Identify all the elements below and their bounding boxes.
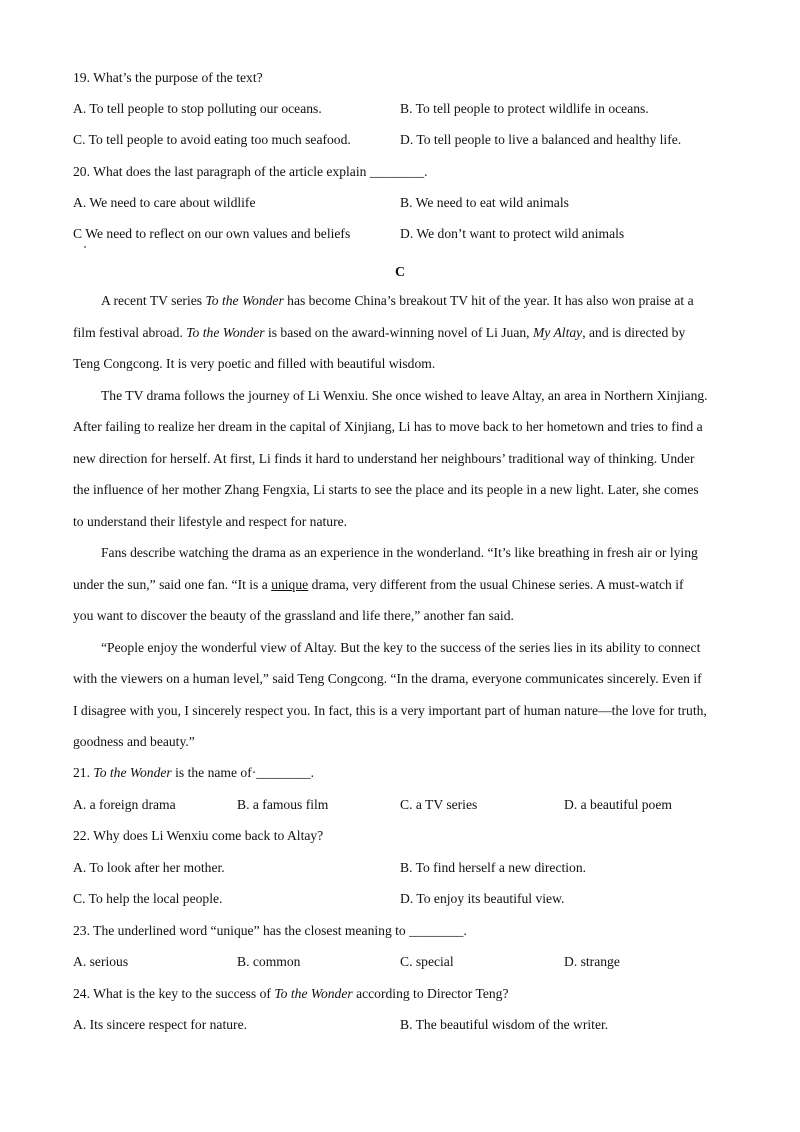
q20-option-d: D. We don’t want to protect wild animals — [400, 226, 625, 241]
q21-stem — [73, 765, 314, 781]
q19-option-d: D. To tell people to live a balanced and healthy life. — [400, 132, 682, 147]
passage-p2-line1: The TV drama follows the journey of Li Wenxiu. She once wished to leave Altay, an area in Northern Xinjiang. — [101, 388, 708, 403]
text: drama, very different from the usual Chinese series. A must-watch if — [308, 577, 684, 592]
q22-option-a: A. To look after her mother. — [73, 860, 225, 875]
q22-option-c: C. To help the local people. — [73, 891, 223, 906]
q19-option-b: B. To tell people to protect wildlife in oceans. — [400, 101, 649, 116]
passage-p2-line3: new direction for herself. At first, Li finds it hard to understand her neighbours’ traditional way of thinking. Under — [73, 451, 695, 466]
q24-option-a: A. Its sincere respect for nature. — [73, 1017, 247, 1032]
series-title: To the Wonder — [274, 986, 353, 1001]
passage-p1-line2 — [73, 325, 685, 341]
passage-p2-line4: the influence of her mother Zhang Fengxia, Li starts to see the place and its people in a new light. Later, she comes — [73, 482, 699, 497]
q20-stem: 20. What does the last paragraph of the article explain ________. — [73, 164, 428, 179]
q20-option-c: C We need to reflect on our own values and beliefs — [73, 226, 351, 241]
series-title: To the Wonder — [205, 293, 284, 308]
text: , and is directed by — [582, 325, 686, 340]
passage-p2-line2: After failing to realize her dream in the capital of Xinjiang, Li has to move back to her hometown and tries to find a — [73, 419, 703, 434]
text: A recent TV series — [101, 293, 206, 308]
q21-option-d: D. a beautiful poem — [564, 797, 672, 812]
text: is the name of·________. — [171, 765, 315, 780]
q23-option-d: D. strange — [564, 954, 620, 969]
passage-p2-line5: to understand their lifestyle and respect for nature. — [73, 514, 348, 529]
passage-p4-line1: “People enjoy the wonderful view of Altay. But the key to the success of the series lies in its ability to connect — [101, 640, 701, 655]
series-title: To the Wonder — [186, 325, 265, 340]
stray-dot — [84, 246, 86, 248]
q24-stem — [73, 986, 509, 1002]
series-title: To the Wonder — [93, 765, 172, 780]
q21-option-c: C. a TV series — [400, 797, 478, 812]
q23-option-b: B. common — [237, 954, 301, 969]
q23-stem: 23. The underlined word “unique” has the closest meaning to ________. — [73, 923, 467, 938]
q22-option-b: B. To find herself a new direction. — [400, 860, 587, 875]
passage-p1-line1 — [101, 293, 694, 309]
q22-stem: 22. Why does Li Wenxiu come back to Altay? — [73, 828, 324, 843]
q21-option-a: A. a foreign drama — [73, 797, 176, 812]
underlined-word: unique — [271, 577, 309, 592]
passage-p1-line3: Teng Congcong. It is very poetic and filled with beautiful wisdom. — [73, 356, 436, 371]
q21-option-b: B. a famous film — [237, 797, 329, 812]
text: according to Director Teng? — [352, 986, 509, 1001]
q19-option-c: C. To tell people to avoid eating too much seafood. — [73, 132, 351, 147]
section-heading: C — [394, 265, 406, 280]
passage-p3-line2 — [73, 577, 684, 593]
passage-p4-line4: goodness and beauty.” — [73, 734, 195, 749]
text: 24. What is the key to the success of — [73, 986, 275, 1001]
text: 21. — [73, 765, 94, 780]
q23-option-a: A. serious — [73, 954, 129, 969]
q19-stem: 19. What’s the purpose of the text? — [73, 70, 263, 85]
q24-option-b: B. The beautiful wisdom of the writer. — [400, 1017, 609, 1032]
q20-option-a: A. We need to care about wildlife — [73, 195, 256, 210]
passage-p3-line3: you want to discover the beauty of the grassland and life there,” another fan said. — [73, 608, 514, 623]
q23-option-c: C. special — [400, 954, 454, 969]
q19-option-a: A. To tell people to stop polluting our oceans. — [73, 101, 322, 116]
passage-p4-line2: with the viewers on a human level,” said Teng Congcong. “In the drama, everyone communicates sincerely. Even if — [73, 671, 702, 686]
novel-title: My Altay — [532, 325, 583, 340]
text: film festival abroad. — [73, 325, 187, 340]
text: under the sun,” said one fan. “It is a — [73, 577, 272, 592]
q22-option-d: D. To enjoy its beautiful view. — [400, 891, 565, 906]
passage-p4-line3: I disagree with you, I sincerely respect you. In fact, this is a very important part of human nature—the love for truth, — [73, 703, 707, 718]
passage-p3-line1: Fans describe watching the drama as an experience in the wonderland. “It’s like breathing in fresh air or lying — [101, 545, 698, 560]
q20-option-b: B. We need to eat wild animals — [400, 195, 569, 210]
text: is based on the award-winning novel of Li Juan, — [264, 325, 533, 340]
text: has become China’s breakout TV hit of the year. It has also won praise at a — [283, 293, 694, 308]
